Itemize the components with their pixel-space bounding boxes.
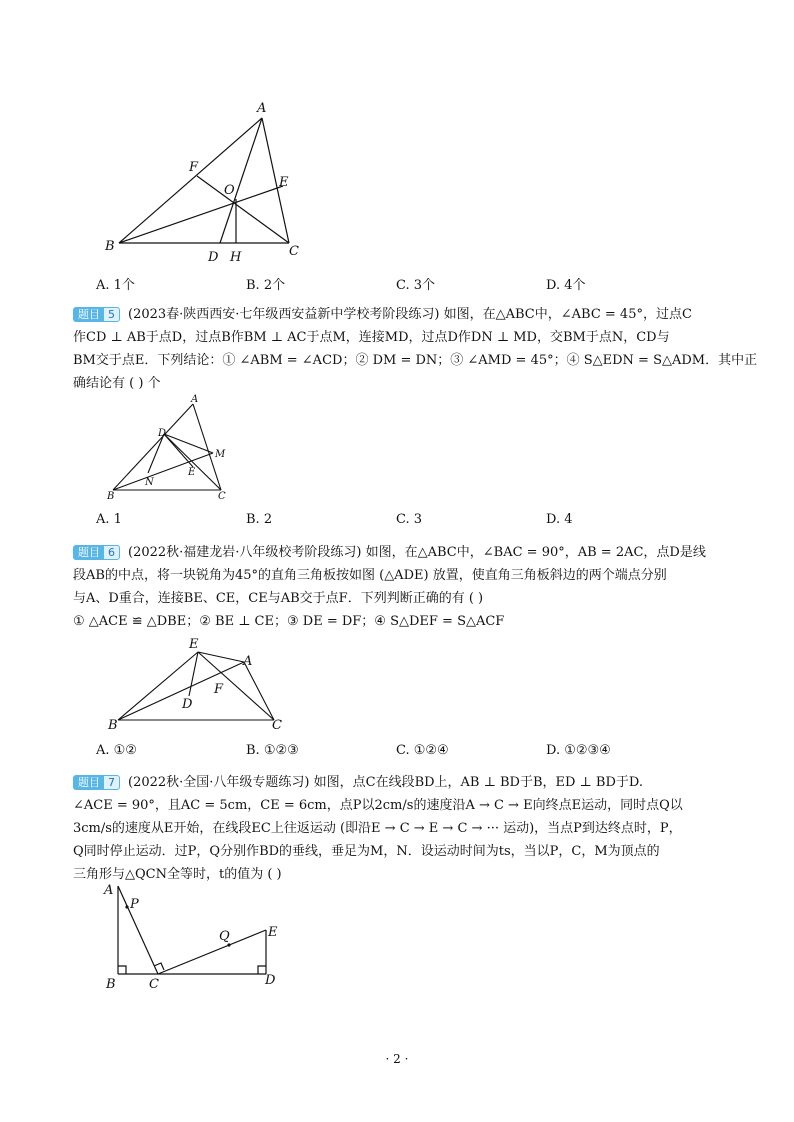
q5-badge-number: 5	[103, 307, 120, 322]
q7-label-Q: Q	[219, 929, 230, 944]
q6-line-1: (2022秋·福建龙岩·八年级校考阶段练习) 如图，在△ABC中，∠BAC = 90°，AB = 2AC，点D是线	[128, 545, 706, 560]
q6-badge-number: 6	[103, 545, 120, 560]
q7-label-C: C	[149, 977, 159, 992]
q7-label-E: E	[268, 925, 278, 940]
q5-label-B: B	[107, 491, 115, 502]
q7-line-3: 3cm/s的速度从E开始，在线段EC上往返运动 (即沿E → C → E → C → ··· 运动)，当点P到达终点时，P，	[73, 821, 682, 836]
q6-badge	[73, 545, 120, 560]
q7-badge	[73, 775, 120, 790]
q7-line-2: ∠ACE = 90°，且AC = 5cm，CE = 6cm，点P以2cm/s的速度沿A → C → E向终点E运动，同时点Q以	[73, 798, 683, 813]
q6-badge-label: 题目	[73, 545, 103, 560]
q5-line-1: (2023春·陕西西安·七年级西安益新中学校考阶段练习) 如图，在△ABC中，∠ABC = 45°，过点C	[128, 307, 692, 322]
q4-label-A: A	[257, 101, 267, 116]
q4-option-a[interactable]: A. 1个	[96, 278, 135, 293]
q5-label-D: D	[158, 428, 167, 439]
q7-badge-number: 7	[103, 775, 120, 790]
q5-label-N: N	[145, 477, 154, 488]
q7-badge-label: 题目	[73, 775, 103, 790]
q4-label-D: D	[208, 250, 219, 265]
q5-option-c[interactable]: C. 3	[396, 512, 423, 527]
q5-line-2: 作CD ⊥ AB于点D，过点B作BM ⊥ AC于点M，连接MD，过点D作DN ⊥ MD，交BM于点N，CD与	[73, 330, 670, 345]
q6-line-4: ① △ACE ≌ △DBE；② BE ⊥ CE；③ DE = DF；④ S△DEF = S△ACF	[73, 614, 505, 629]
q4-option-c[interactable]: C. 3个	[396, 278, 436, 293]
q4-option-d[interactable]: D. 4个	[546, 278, 586, 293]
q5-label-E: E	[188, 467, 196, 478]
q5-line-4: 确结论有 ( ) 个	[73, 376, 161, 391]
q7-line-5: 三角形与△QCN全等时，t的值为 ( )	[73, 867, 282, 882]
q4-label-C: C	[289, 244, 299, 259]
q5-option-d[interactable]: D. 4	[546, 512, 573, 527]
q6-options	[96, 743, 716, 761]
q6-label-D: D	[182, 697, 193, 712]
q5-badge	[73, 307, 120, 322]
q5-option-a[interactable]: A. 1	[96, 512, 122, 527]
q7-label-D: D	[265, 973, 276, 988]
q6-option-b[interactable]: B. ①②③	[246, 743, 299, 758]
q5-label-A: A	[191, 394, 199, 405]
page-number: · 2 ·	[385, 1052, 409, 1066]
q5-figure	[100, 392, 240, 504]
q6-line-2: 段AB的中点，将一块锐角为45°的直角三角板按如图 (△ADE) 放置，使直角三角板斜边的两个端点分别	[73, 568, 667, 583]
q7-line-4: Q同时停止运动．过P，Q分别作BD的垂线，垂足为M，N．设运动时间为ts，当以P，C，M为顶点的	[73, 844, 660, 859]
q6-option-a[interactable]: A. ①②	[96, 743, 137, 758]
q4-option-b[interactable]: B. 2个	[246, 278, 286, 293]
q4-label-F: F	[189, 160, 199, 175]
q6-option-d[interactable]: D. ①②③④	[546, 743, 611, 758]
q5-line-3: BM交于点E．下列结论：① ∠ABM = ∠ACD；② DM = DN；③ ∠AMD = 45°；④ S△EDN = S△ADM．其中正	[73, 353, 758, 368]
q6-option-c[interactable]: C. ①②④	[396, 743, 449, 758]
q5-label-M: M	[215, 449, 226, 460]
q4-figure	[100, 98, 320, 268]
q4-label-O: O	[224, 183, 235, 198]
q5-option-b[interactable]: B. 2	[246, 512, 273, 527]
q6-label-F: F	[214, 682, 224, 697]
q6-label-A: A	[243, 654, 253, 669]
q7-line-1: (2022秋·全国·八年级专题练习) 如图，点C在线段BD上，AB ⊥ BD于B，ED ⊥ BD于D.	[128, 775, 643, 790]
q4-label-H: H	[230, 250, 242, 265]
q5-options	[96, 512, 716, 530]
q7-label-B: B	[106, 977, 116, 992]
q5-label-C: C	[218, 491, 226, 502]
q6-line-3: 与A、D重合，连接BE、CE，CE与AB交于点F．下列判断正确的有 ( )	[73, 591, 484, 606]
q4-label-E: E	[279, 175, 289, 190]
q6-label-B: B	[108, 718, 118, 733]
q7-label-A: A	[104, 883, 114, 898]
q4-label-B: B	[105, 239, 115, 254]
q6-figure	[100, 632, 300, 736]
q7-label-P: P	[130, 897, 139, 912]
q6-label-C: C	[272, 718, 282, 733]
q5-badge-label: 题目	[73, 307, 103, 322]
q4-options	[96, 274, 716, 292]
q6-label-E: E	[189, 637, 199, 652]
q7-figure	[100, 882, 290, 994]
